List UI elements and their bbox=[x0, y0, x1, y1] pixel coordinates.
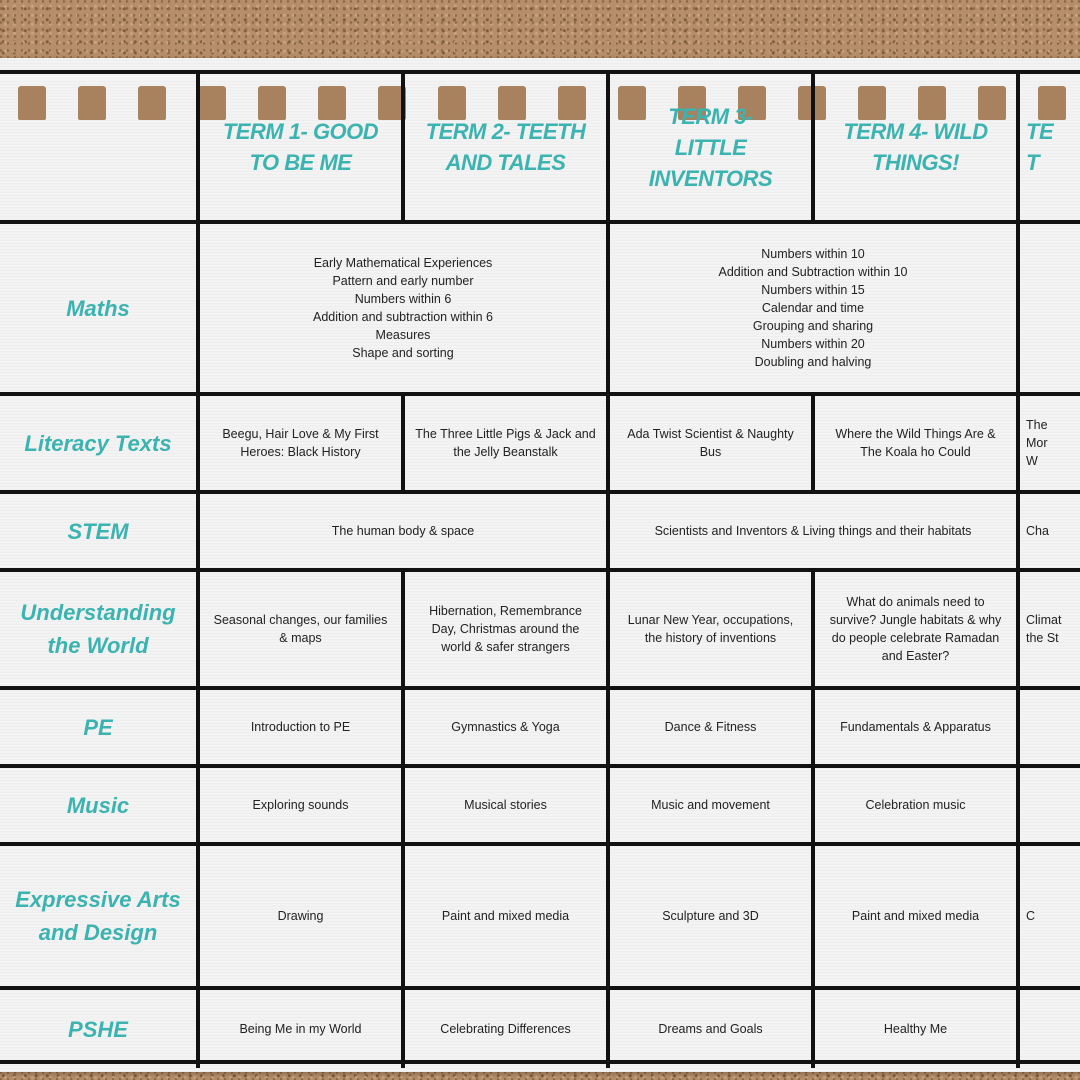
pshe-term-3: Dreams and Goals bbox=[610, 990, 815, 1068]
utw-term-4: What do animals need to survive? Jungle habitats & why do people celebrate Ramadan and Easter? bbox=[815, 572, 1020, 690]
pe-term-1: Introduction to PE bbox=[200, 690, 405, 768]
subject-maths: Maths bbox=[0, 224, 200, 396]
pe-term-3: Dance & Fitness bbox=[610, 690, 815, 768]
header-term-2: TERM 2- TEETH AND TALES bbox=[405, 74, 610, 224]
pshe-term-4: Healthy Me bbox=[815, 990, 1020, 1068]
ead-term-2: Paint and mixed media bbox=[405, 846, 610, 990]
literacy-term-4: Where the Wild Things Are & The Koala ho Could bbox=[815, 396, 1020, 494]
ead-term-4: Paint and mixed media bbox=[815, 846, 1020, 990]
music-term-3: Music and movement bbox=[610, 768, 815, 846]
pe-term-5-partial bbox=[1020, 690, 1080, 768]
header-corner-cell bbox=[0, 74, 200, 224]
maths-term-5-partial bbox=[1020, 224, 1080, 396]
subject-music: Music bbox=[0, 768, 200, 846]
header-term-4: TERM 4- WILD THINGS! bbox=[815, 74, 1020, 224]
utw-term-3: Lunar New Year, occupations, the history of inventions bbox=[610, 572, 815, 690]
ead-term-5-partial: C bbox=[1020, 846, 1080, 990]
subject-stem: STEM bbox=[0, 494, 200, 572]
music-term-5-partial bbox=[1020, 768, 1080, 846]
stem-term-5-partial: Cha bbox=[1020, 494, 1080, 572]
ead-term-3: Sculpture and 3D bbox=[610, 846, 815, 990]
subject-literacy-texts: Literacy Texts bbox=[0, 396, 200, 494]
utw-term-5-partial: Climat the St bbox=[1020, 572, 1080, 690]
pe-term-4: Fundamentals & Apparatus bbox=[815, 690, 1020, 768]
maths-terms-1-2: Early Mathematical Experiences Pattern and early number Numbers within 6 Addition and subtraction within 6 Measures Shape and sorting bbox=[200, 224, 610, 396]
pshe-term-5-partial bbox=[1020, 990, 1080, 1068]
literacy-term-3: Ada Twist Scientist & Naughty Bus bbox=[610, 396, 815, 494]
stem-terms-3-4: Scientists and Inventors & Living things and their habitats bbox=[610, 494, 1020, 572]
literacy-term-1: Beegu, Hair Love & My First Heroes: Black History bbox=[200, 396, 405, 494]
subject-understanding-the-world: Understanding the World bbox=[0, 572, 200, 690]
utw-term-1: Seasonal changes, our families & maps bbox=[200, 572, 405, 690]
music-term-2: Musical stories bbox=[405, 768, 610, 846]
subject-expressive-arts-and-design: Expressive Arts and Design bbox=[0, 846, 200, 990]
subject-pe: PE bbox=[0, 690, 200, 768]
pshe-term-2: Celebrating Differences bbox=[405, 990, 610, 1068]
literacy-term-2: The Three Little Pigs & Jack and the Jelly Beanstalk bbox=[405, 396, 610, 494]
header-term-1: TERM 1- GOOD TO BE ME bbox=[200, 74, 405, 224]
ead-term-1: Drawing bbox=[200, 846, 405, 990]
maths-terms-3-4: Numbers within 10 Addition and Subtraction within 10 Numbers within 15 Calendar and time Grouping and sharing Numbers within 20 Doubling and halving bbox=[610, 224, 1020, 396]
header-term-3: TERM 3- LITTLE INVENTORS bbox=[610, 74, 815, 224]
music-term-4: Celebration music bbox=[815, 768, 1020, 846]
utw-term-2: Hibernation, Remembrance Day, Christmas around the world & safer strangers bbox=[405, 572, 610, 690]
pe-term-2: Gymnastics & Yoga bbox=[405, 690, 610, 768]
curriculum-table bbox=[0, 70, 1080, 1064]
stem-terms-1-2: The human body & space bbox=[200, 494, 610, 572]
literacy-term-5-partial: The Mor W bbox=[1020, 396, 1080, 494]
subject-pshe: PSHE bbox=[0, 990, 200, 1068]
music-term-1: Exploring sounds bbox=[200, 768, 405, 846]
header-term-5-partial: TE T bbox=[1020, 74, 1080, 224]
pshe-term-1: Being Me in my World bbox=[200, 990, 405, 1068]
